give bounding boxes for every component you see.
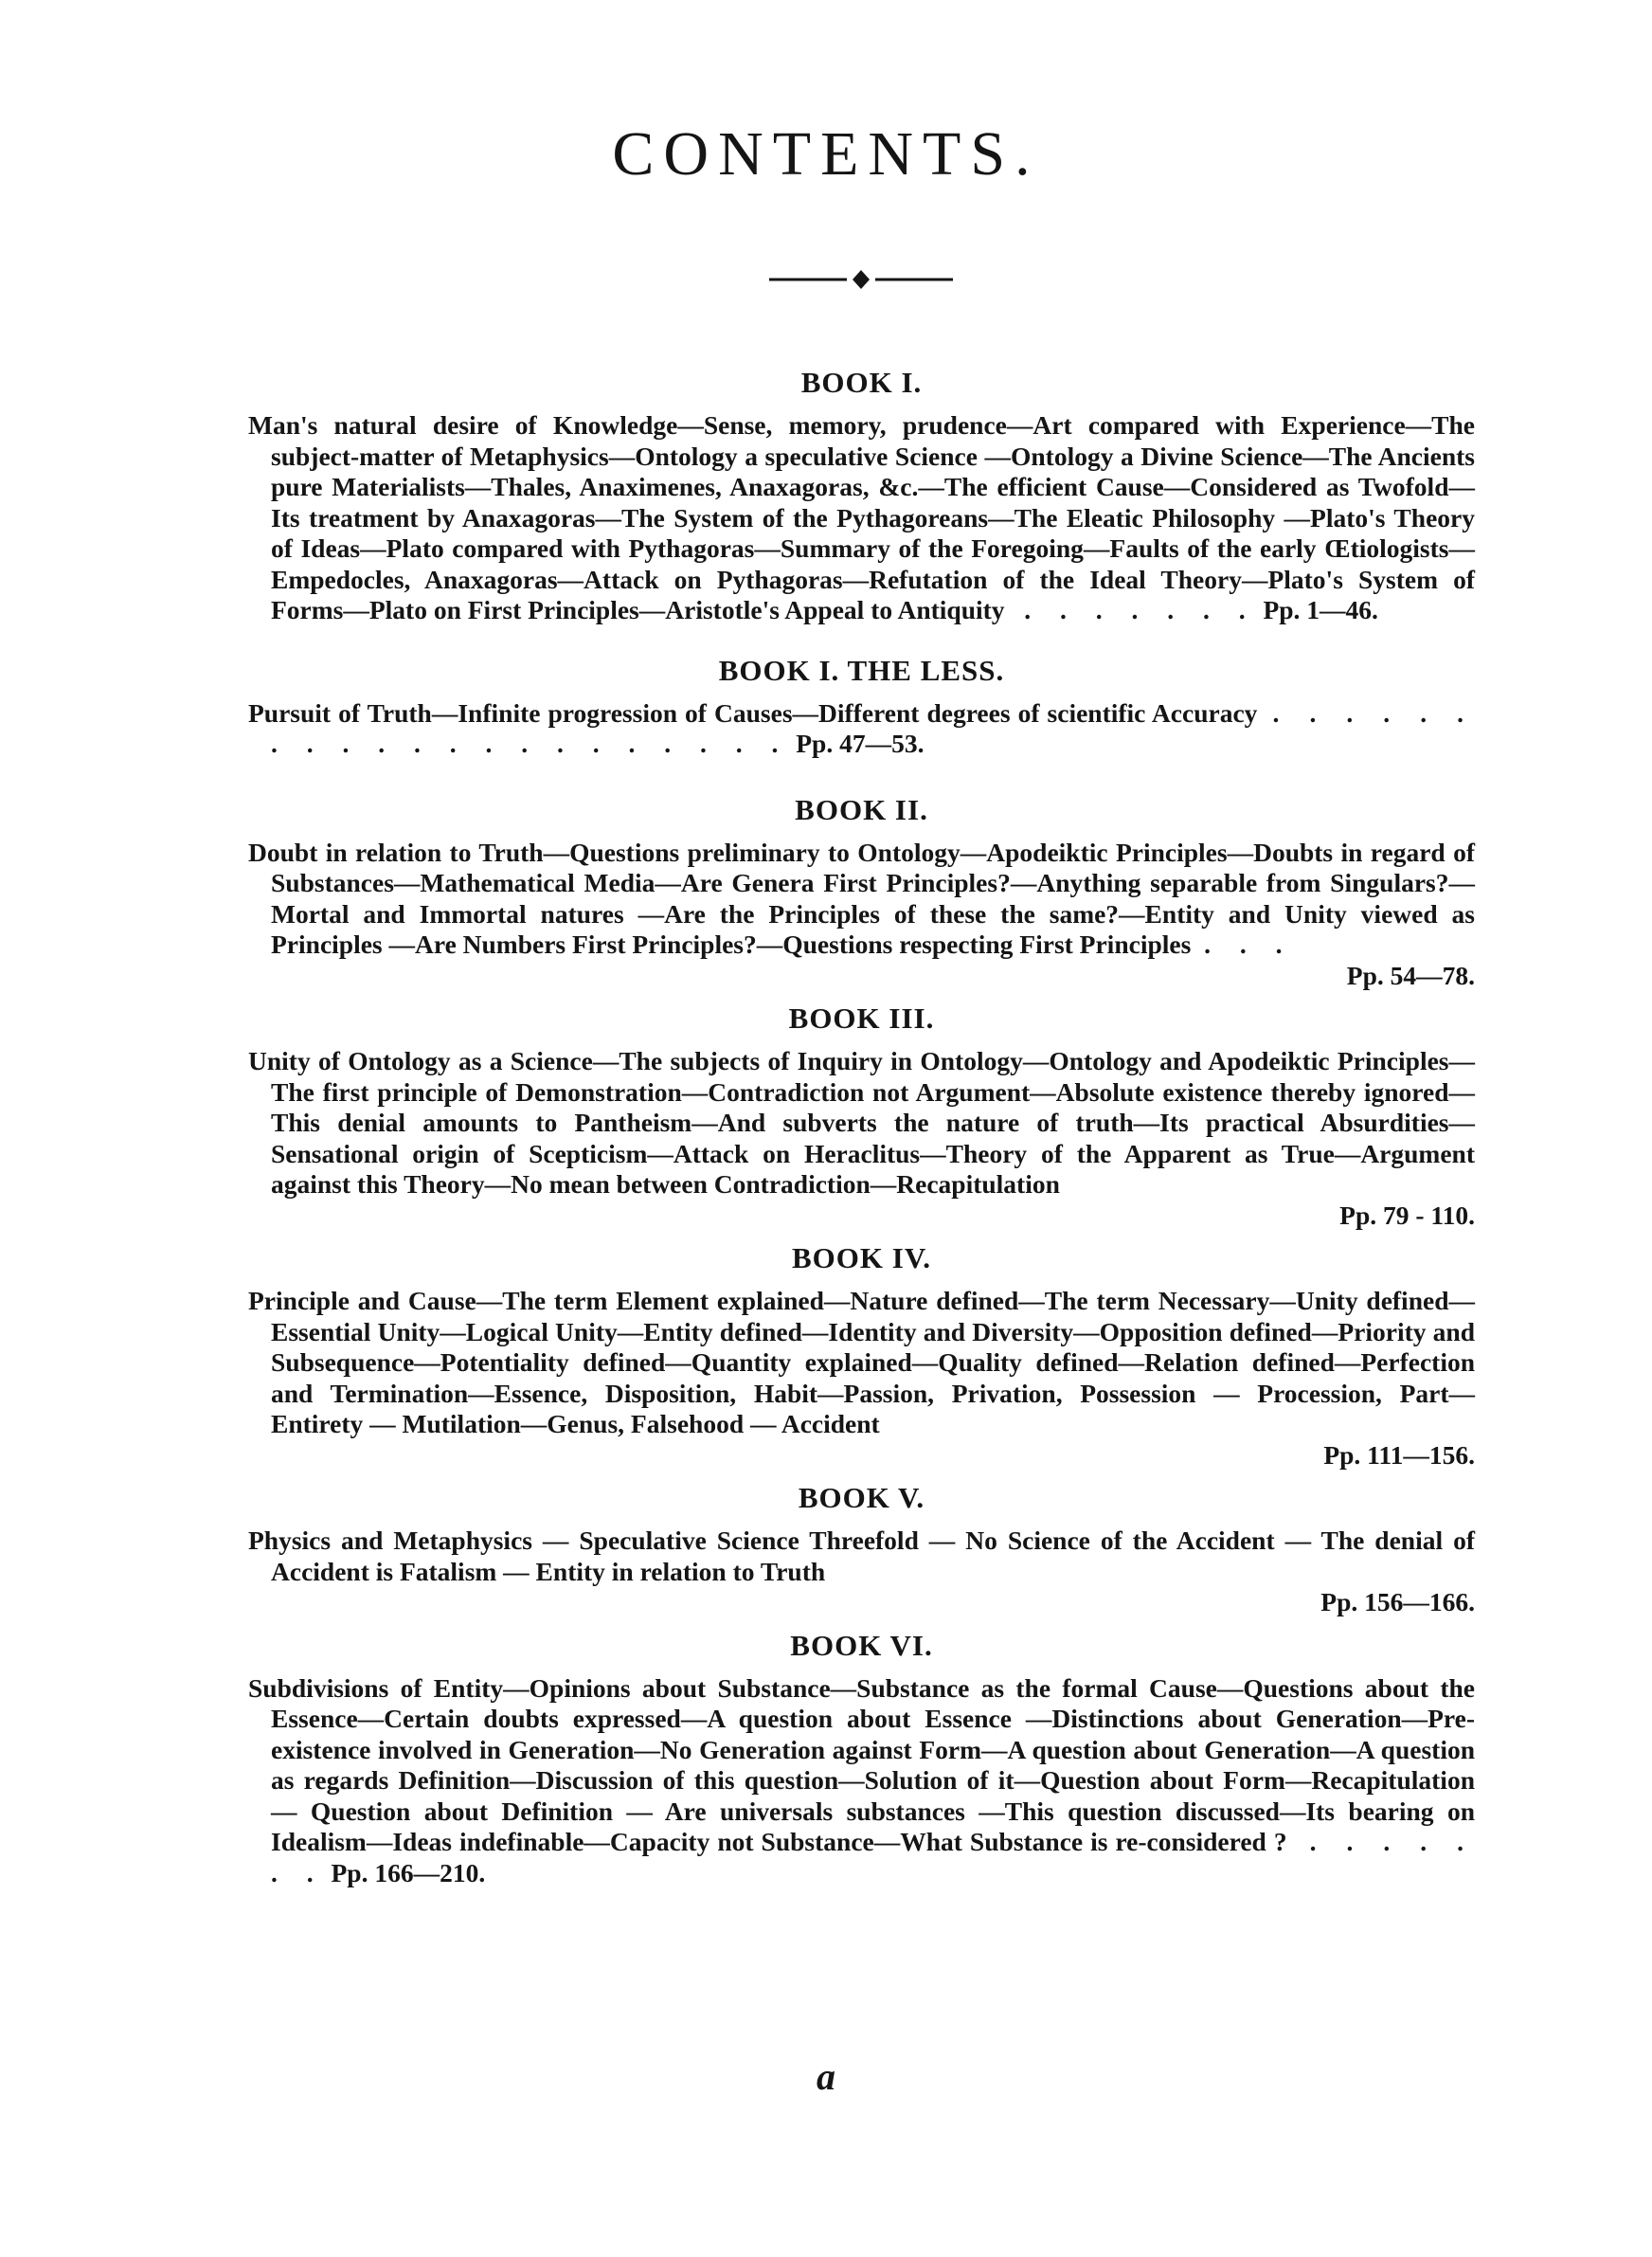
book-entry-3 — [248, 1001, 1475, 1231]
page-title: CONTENTS. — [612, 119, 1040, 189]
summary-text: Pursuit of Truth—Infinite progression of Causes—Different degrees of scientific Accuracy — [248, 697, 1258, 728]
book-entry-5 — [248, 1480, 1475, 1618]
contents-list — [248, 365, 1475, 1888]
page-range: Pp. 111—156. — [1323, 1439, 1475, 1470]
dot-leader: . . . . . . . . . . . . . . . . . . . . . — [271, 697, 1476, 758]
page-range: Pp. 156—166. — [1320, 1587, 1475, 1616]
page-range: Pp. 1—46. — [1263, 595, 1378, 624]
dot-leader: . . . — [1204, 930, 1294, 959]
title-ornament — [769, 268, 953, 291]
page-range: Pp. 166—210. — [331, 1857, 486, 1887]
book-summary — [248, 698, 1475, 760]
book-summary — [248, 1046, 1475, 1201]
book-summary — [248, 838, 1475, 961]
page-range: Pp. 79 - 110. — [1339, 1200, 1475, 1230]
summary-text: Subdivisions of Entity—Opinions about Substance—Substance as the formal Cause—Questions about the Essence—Certain doubts expressed—A question about Essence —Distinctions about Generation—Pre-existence involved in Generation—No Generation against Form—A question about Generation—A question as regards Definition—Discussion of this question—Solution of it—Question about Form—Recapitulation — Question about Definition — Are universals substances —This question discussed—Its bearing on Idealism—Ideas indefinable—Capacity not Substance—What Substance is re-considered ? — [248, 1672, 1475, 1856]
dot-leader: . . . . . . . — [271, 1827, 1476, 1887]
book-entry-6 — [248, 1628, 1475, 1889]
book-title: BOOK III. — [788, 1002, 935, 1035]
book-summary — [248, 1526, 1475, 1587]
book-entry-4 — [248, 1240, 1475, 1471]
book-title: BOOK II. — [795, 792, 928, 826]
book-title: BOOK I. — [800, 366, 923, 399]
book-summary — [248, 1286, 1475, 1440]
summary-text: Physics and Metaphysics — Speculative Science Threefold — No Science of the Accident — The denial of Accident is Fatalism — Entity in relation to Truth — [248, 1526, 1475, 1586]
book-summary — [248, 410, 1475, 626]
summary-text: Principle and Cause—The term Element explained—Nature defined—The term Necessary—Unity defined—Essential Unity—Logical Unity—Entity defined—Identity and Diversity—Opposition defined—Priority and Subsequence—Potentiality defined—Quantity explained—Quality defined—Relation defined—Perfection and Termination—Essence, Disposition, Habit—Passion, Privation, Possession — Procession, Part—Entirety — Mutilation—Genus, Falsehood — Accident — [248, 1286, 1475, 1438]
dot-leader: . . . . . . . — [1024, 595, 1257, 624]
page-range: Pp. 54—78. — [1346, 960, 1475, 990]
book-entry-1 — [248, 365, 1475, 626]
summary-text: Unity of Ontology as a Science—The subjects of Inquiry in Ontology—Ontology and Apodeiktic Principles—The first principle of Demonstration—Contradiction not Argument—Absolute existence thereby ignored—This denial amounts to Pantheism—And subverts the nature of truth—Its practical Absurdities—Sensational origin of Scepticism—Attack on Heraclitus—Theory of the Apparent as True—Argument against this Theory—No mean between Contradiction—Recapitulation — [248, 1046, 1475, 1199]
book-title: BOOK VI. — [790, 1628, 933, 1662]
summary-text: Man's natural desire of Knowledge—Sense, memory, prudence—Art compared with Experience—The subject-matter of Metaphysics—Ontology a speculative Science —Ontology a Divine Science—The Ancients pure Materialists—Thales, Anaximenes, Anaxagoras, &c.—The efficient Cause—Considered as Twofold—Its treatment by Anaxagoras—The System of the Pythagoreans—The Eleatic Philosophy —Plato's Theory of Ideas—Plato compared with Pythagoras—Summary of the Foregoing—Faults of the early Œtiologists—Empedocles, Anaxagoras—Attack on Pythagoras—Refutation of the Ideal Theory—Plato's System of Forms—Plato on First Principles—Aristotle's Appeal to Antiquity — [248, 410, 1475, 624]
book-title: BOOK V. — [798, 1481, 925, 1514]
book-entry-2 — [248, 792, 1475, 992]
page-range: Pp. 47—53. — [796, 729, 925, 758]
summary-text: Doubt in relation to Truth—Questions preliminary to Ontology—Apodeiktic Principles—Doubts in regard of Substances—Mathematical Media—Are Genera First Principles?—Anything separable from Singulars?—Mortal and Immortal natures —Are the Principles of these the same?—Entity and Unity viewed as Principles —Are Numbers First Principles?—Questions respecting First Principles — [248, 837, 1475, 959]
signature-mark: a — [817, 2055, 835, 2098]
book-title: BOOK IV. — [792, 1241, 931, 1274]
book-summary — [248, 1673, 1475, 1889]
book-entry-1-less — [248, 653, 1475, 760]
book-title: BOOK I. THE LESS. — [718, 653, 1005, 687]
